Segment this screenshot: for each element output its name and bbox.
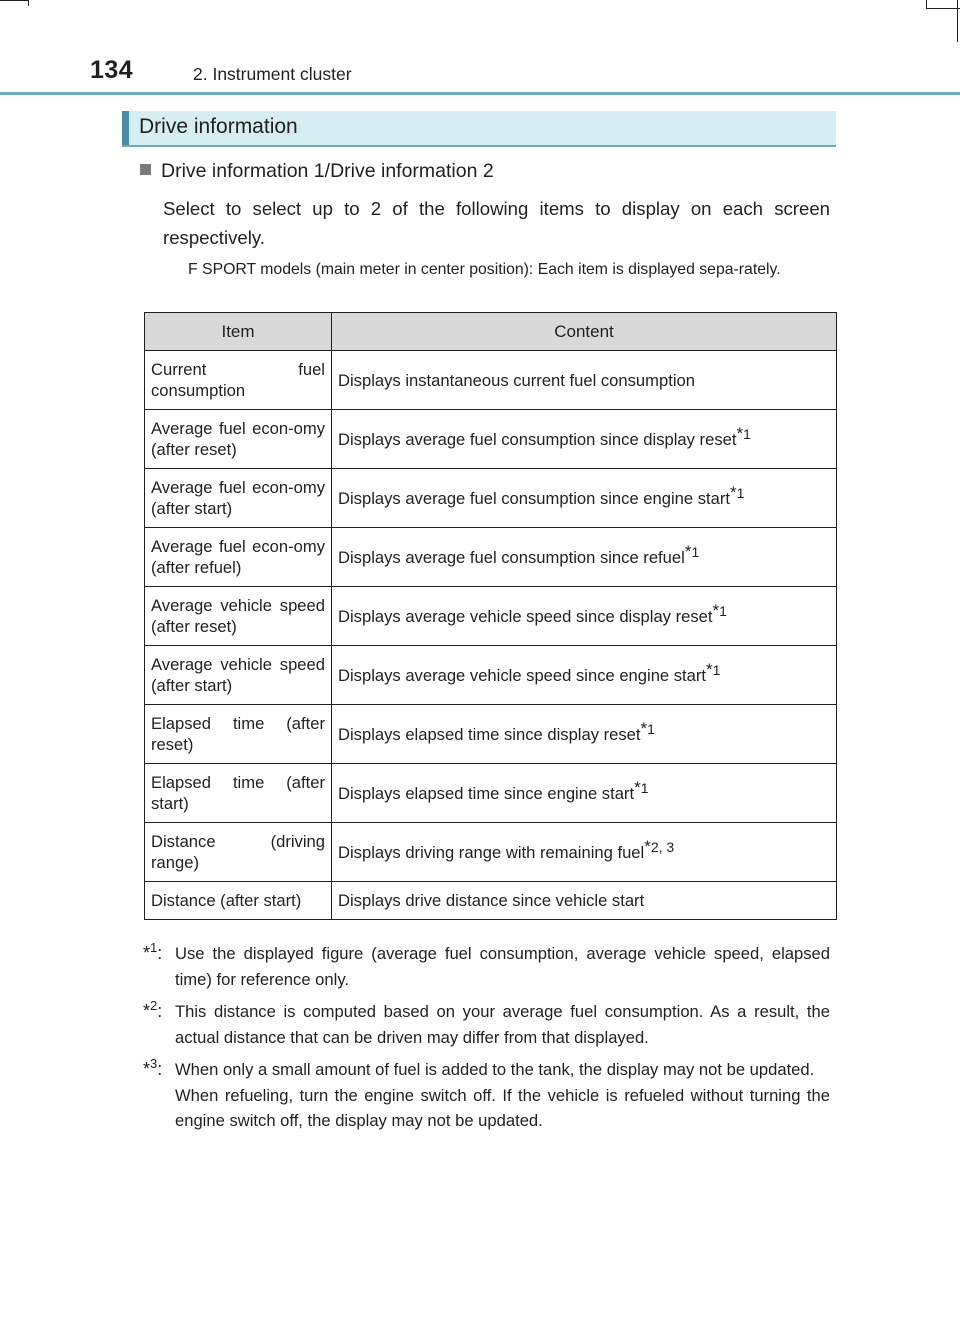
footnote-ref: *1 (634, 777, 649, 797)
footnote-text: Use the displayed figure (average fuel consumption, average vehicle speed, elapsed time) for reference only. (175, 944, 830, 989)
footnote-ref: *1 (736, 423, 751, 443)
square-bullet-icon (140, 164, 151, 175)
items-table (144, 312, 837, 920)
content-text: Displays average fuel consumption since engine start (338, 488, 731, 508)
content-text: Displays elapsed time since display reset (338, 724, 641, 744)
item-cell: Elapsed time (after reset) (145, 705, 332, 764)
footnote-text: When only a small amount of fuel is added to the tank, the display may not be updated. (175, 1060, 815, 1079)
content-text: Displays average fuel consumption since display reset (338, 429, 737, 449)
item-cell: Average fuel econ-omy (after start) (145, 469, 332, 528)
footnote (143, 999, 830, 1050)
content-cell (332, 587, 837, 646)
content-cell (332, 823, 837, 882)
item-cell: Elapsed time (after start) (145, 764, 332, 823)
footnote-text: This distance is computed based on your average fuel consumption. As a result, the actual distance that can be driven may differ from that displayed. (175, 1002, 830, 1047)
subsection-title: Drive information 1/Drive information 2 (161, 160, 494, 182)
content-cell (332, 646, 837, 705)
footnote-ref: *1 (706, 659, 721, 679)
note-paragraph: F SPORT models (main meter in center position): Each item is displayed sepa-rately. (188, 261, 781, 278)
section-accent (122, 111, 129, 145)
item-cell: Distance (after start) (145, 882, 332, 920)
item-cell: Average fuel econ-omy (after reset) (145, 410, 332, 469)
chapter-title: 2. Instrument cluster (193, 64, 352, 84)
content-text: Displays instantaneous current fuel consumption (338, 370, 695, 390)
content-cell (332, 528, 837, 587)
table-row (145, 823, 837, 882)
footnote-ref: *1 (712, 600, 727, 620)
item-cell: Current fuel consumption (145, 351, 332, 410)
footnote-ref: *1 (640, 718, 655, 738)
content-cell (332, 410, 837, 469)
content-text: Displays average vehicle speed since display reset (338, 606, 713, 626)
subsection-heading (140, 160, 494, 183)
footnote (143, 1057, 830, 1134)
table-row (145, 882, 837, 920)
section-heading (122, 111, 836, 147)
footnote-mark: *$^3$: (143, 1056, 163, 1079)
table-row (145, 705, 837, 764)
table-row (145, 646, 837, 705)
item-cell: Distance (driving range) (145, 823, 332, 882)
table-header-row (145, 313, 837, 351)
page-number: 134 (90, 56, 134, 84)
intro-paragraph: Select to select up to 2 of the following items to display on each screen respectively. (163, 198, 830, 248)
table-row (145, 528, 837, 587)
footnote-text-continued: When refueling, turn the engine switch off. If the vehicle is refueled without turning the engine switch off, the display may not be updated. (175, 1085, 830, 1130)
content-cell (332, 469, 837, 528)
content-text: Displays driving range with remaining fuel (338, 842, 645, 862)
table-row (145, 764, 837, 823)
content-cell (332, 705, 837, 764)
content-cell (332, 764, 837, 823)
content-text: Displays average fuel consumption since refuel (338, 547, 685, 567)
item-cell: Average vehicle speed (after reset) (145, 587, 332, 646)
content-cell (332, 882, 837, 920)
section-title: Drive information (139, 115, 298, 138)
column-header-item: Item (145, 313, 332, 351)
page-header (0, 0, 960, 100)
footnote (143, 941, 830, 992)
footnote-mark: *$^1$: (143, 940, 163, 963)
table-row (145, 410, 837, 469)
footnote-ref: *1 (730, 482, 745, 502)
content-text: Displays average vehicle speed since engine start (338, 665, 707, 685)
table-row (145, 351, 837, 410)
table-row (145, 469, 837, 528)
footnote-ref: *1 (684, 541, 700, 561)
footnote-ref: *2, 3 (644, 836, 675, 856)
content-text: Displays drive distance since vehicle start (338, 891, 645, 910)
footnote-mark: *$^2$: (143, 998, 163, 1021)
header-rule (0, 92, 960, 95)
column-header-content: Content (332, 313, 837, 351)
item-cell: Average fuel econ-omy (after refuel) (145, 528, 332, 587)
content-text: Displays elapsed time since engine start (338, 783, 635, 803)
item-cell: Average vehicle speed (after start) (145, 646, 332, 705)
content-cell (332, 351, 837, 410)
table-row (145, 587, 837, 646)
